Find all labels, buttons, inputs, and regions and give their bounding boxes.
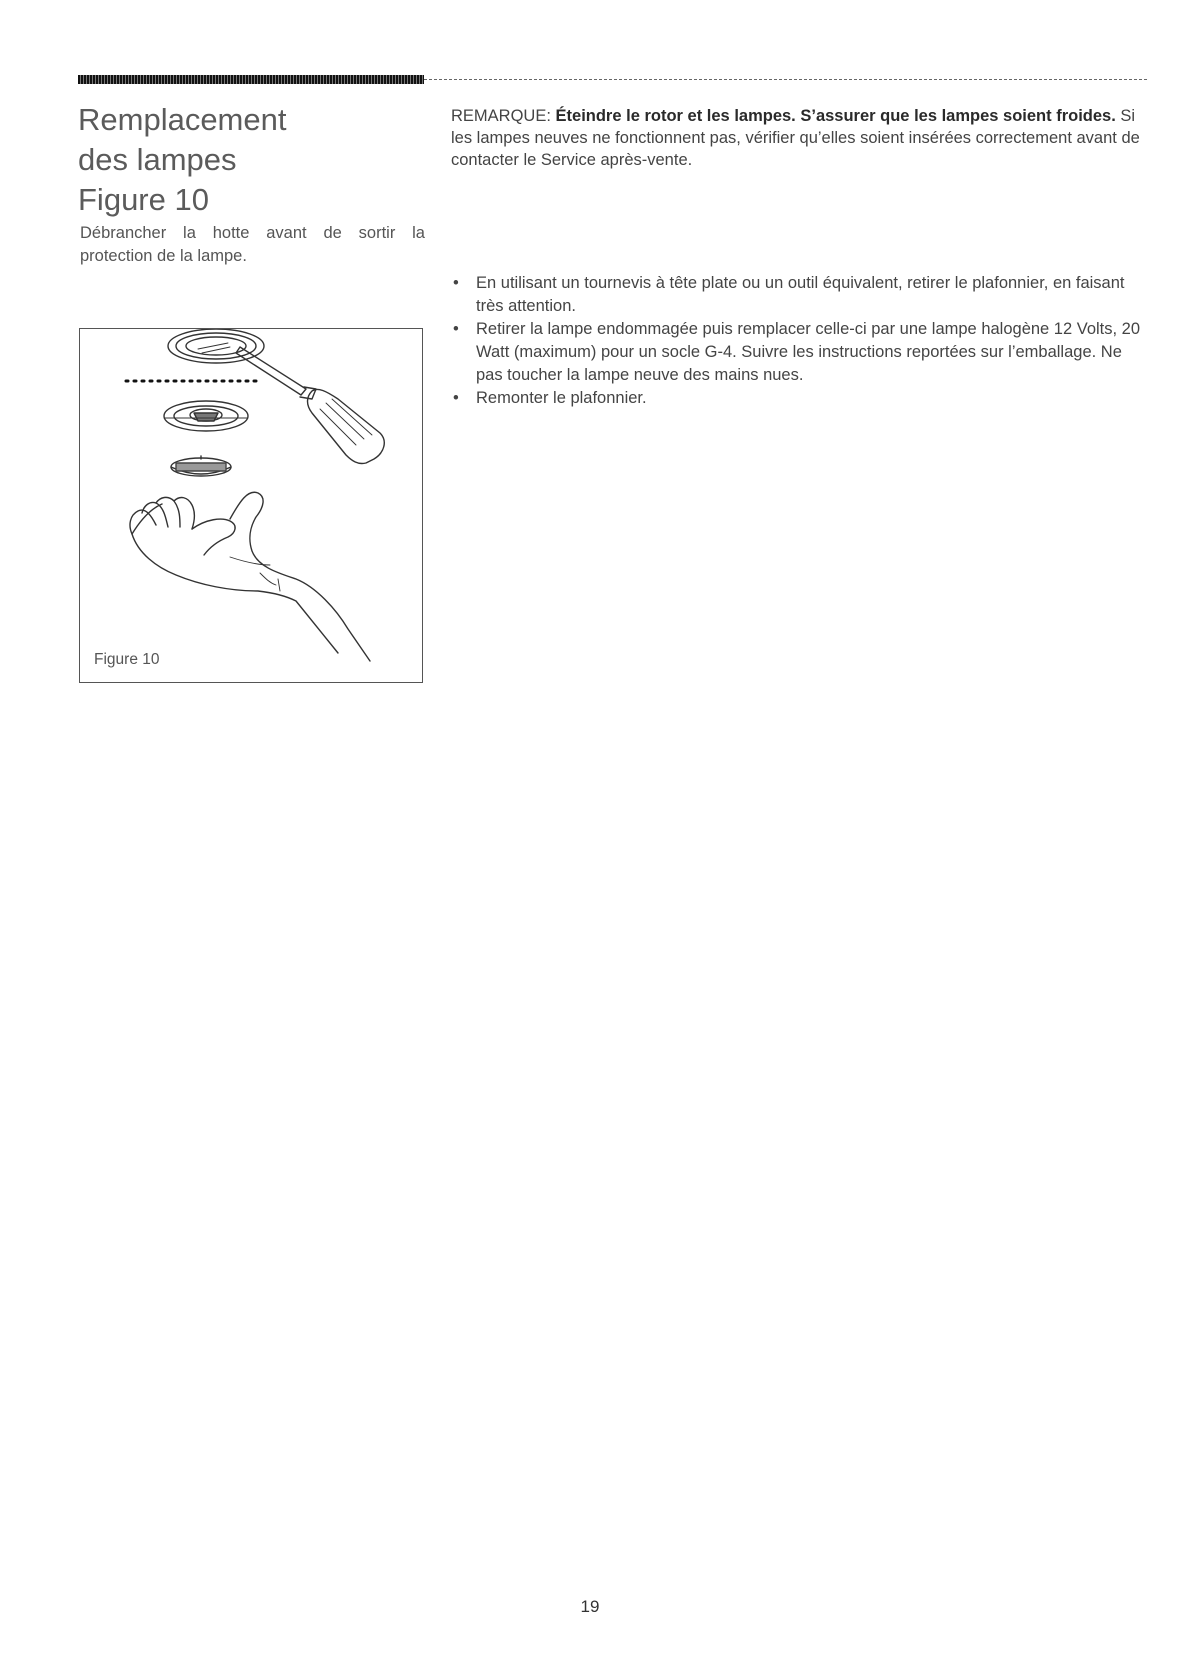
list-item (451, 318, 1146, 387)
step-text: Remonter le plafonnier. (476, 389, 647, 407)
bullet-icon: • (453, 320, 459, 338)
screwdriver-icon (236, 347, 384, 464)
bullet-icon: • (453, 274, 459, 292)
lamp-socket-icon (164, 401, 248, 431)
list-item (451, 387, 1146, 410)
page-number: 19 (580, 1597, 600, 1616)
halogen-bulb-icon (171, 456, 231, 476)
bullet-icon: • (453, 389, 459, 407)
light-cover-icon (168, 329, 264, 363)
figure-10-box (79, 328, 423, 683)
heading-line-2: des lampes (78, 142, 237, 177)
step-text: Retirer la lampe endommagée puis remplacer celle-ci par une lampe halogène 12 Volts, 20 Watt (maximum) pour un socle G-4. Suivre les instructions reportées sur l’emballage. Ne pas toucher la lampe neuve des mains nues. (476, 320, 1141, 384)
figure-caption: Figure 10 (94, 651, 160, 668)
step-text: En utilisant un tournevis à tête plate ou un outil équivalent, retirer le plafonnier, en faisant très attention. (476, 274, 1125, 315)
note-rest: Si les lampes neuves ne fonctionnent pas, vérifier qu’elles soient insérées correctement avant de contacter le Service après-vente. (451, 107, 1140, 169)
header-rule-dashed (424, 79, 1147, 80)
intro-paragraph: Débrancher la hotte avant de sortir la protection de la lampe. (80, 224, 425, 265)
header-rule-bar (78, 75, 424, 84)
note-prefix: REMARQUE: (451, 107, 556, 125)
instruction-list (451, 272, 1146, 410)
heading-line-3: Figure 10 (78, 182, 209, 217)
section-heading (78, 100, 428, 220)
lamp-replacement-illustration (80, 329, 424, 684)
note-paragraph (451, 105, 1146, 171)
list-item (451, 272, 1146, 318)
hand-icon (130, 492, 370, 661)
heading-line-1: Remplacement (78, 102, 287, 137)
note-bold: Éteindre le rotor et les lampes. S’assurer que les lampes soient froides. (555, 107, 1116, 125)
